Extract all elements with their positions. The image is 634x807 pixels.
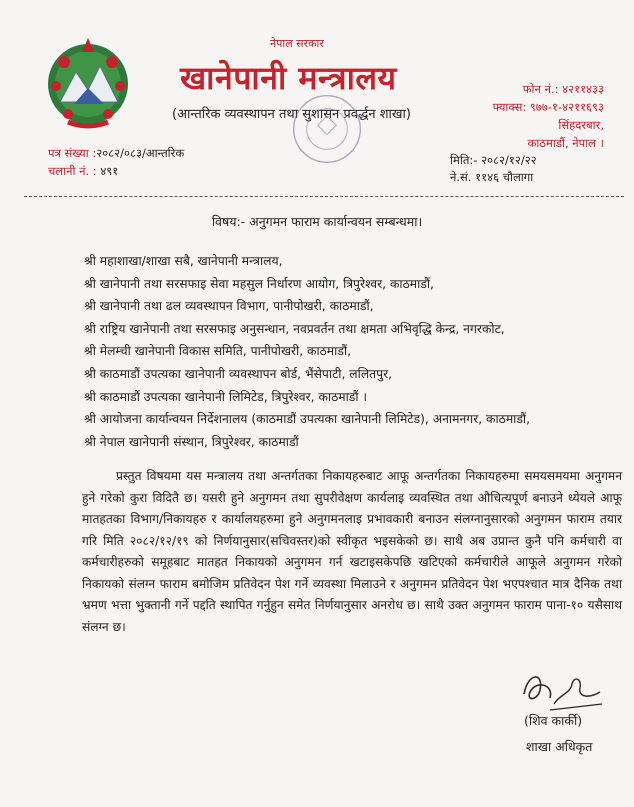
branch-name: (आन्तरिक व्यवस्थापन तथा सुशासन प्रवर्द्धन शाखा) xyxy=(172,107,411,122)
body-paragraph: प्रस्तुत विषयमा यस मन्त्रालय तथा अन्तर्गतका निकायहरुबाट आफू अन्तर्गतका निकायहरुमा समयसमयमा अनुगमन हुने गरेको कुरा विदितै छ। यसरी हुने अनुगमन तथा सुपरीवेक्षण कार्यलाइ व्यवस्थित तथा औचित्यपूर्ण बनाउने ध्येयले आफू मातहतका विभाग/निकायहरु र कार्यालयहरुमा हुने अनुगमनलाइ प्रभावकारी बनाउन संलग्नानुसारको अनुगमन फाराम तयार गरि मिति २०८२/१२/१९ को निर्णयानुसार(सचिवस्तर)को स्वीकृत भइसकेको छ। साथै अब उप्रान्त कुनै पनि कर्मचारी वा कर्मचारीहरुको समूहबाट मातहत निकायको अनुगमन गर्न खटाइसकेपछि खटिएको कर्मचारीले आफूले अनुगमन गरेको निकायको संलग्न फाराम बमोजिम प्रतिवेदन पेश गर्ने व्यवस्था मिलाउने र अनुगमन प्रतिवेदन पेश भएपश्चात मात्र दैनिक तथा भ्रमण भत्ता भुक्तानी गर्ने पद्दति स्थापित गर्नुहुन समेत निर्णयानुसार अनरोध छ। साथै उक्त अनुगमन फाराम पाना-१० यसैसाथ संलग्न छ। xyxy=(82,469,622,634)
letter-number-label: पत्र संख्या : xyxy=(48,146,97,160)
address-line: सिंहदरबार, xyxy=(558,118,604,132)
reference-block xyxy=(48,144,184,180)
recipient-item: श्री काठमाडौं उपत्यका खानेपानी व्यवस्थापन बोर्ड, भैंसेपाटी, ललितपुर, xyxy=(84,366,393,381)
city-line: काठमाडौं, नेपाल । xyxy=(527,136,604,150)
official-stamp xyxy=(290,92,364,166)
recipient-item: श्री खानेपानी तथा सरसफाइ सेवा महसुल निर्धारण आयोग, त्रिपुरेश्वर, काठमाडौं, xyxy=(84,276,434,291)
fax-number: फ्याक्स: ९७७-१-४२११६९३ xyxy=(492,100,604,114)
letter-date: मिति:- २०८२/१२/२२ xyxy=(450,153,537,167)
recipient-item: श्री नेपाल खानेपानी संस्थान, त्रिपुरेश्वर, काठमाडौं xyxy=(84,434,299,449)
recipient-item: श्री मेलम्ची खानेपानी विकास समिति, पानीपोखरी, काठमाडौं, xyxy=(84,344,352,359)
dispatch-number-label: चलानी नं. : xyxy=(48,164,97,178)
nepal-emblem-icon xyxy=(38,32,138,132)
recipient-item: श्री महाशाखा/शाखा सबै, खानेपानी मन्त्रालय, xyxy=(84,254,283,268)
signatory-title: शाखा अधिकृत xyxy=(526,739,593,754)
government-name: नेपाल सरकार xyxy=(270,37,324,50)
recipient-list xyxy=(84,250,530,453)
recipient-item: श्री राष्ट्रिय खानेपानी तथा सरसफाइ अनुसन्धान, नवप्रवर्तन तथा क्षमता अभिवृद्धि केन्द्र, नगरकोट, xyxy=(84,321,505,336)
nepal-sambat-date: ने.सं. ११४६ चौलागा xyxy=(450,170,534,184)
signatory-name: (शिव कार्की) xyxy=(524,713,583,728)
header-divider xyxy=(24,196,624,197)
dispatch-number-value: ४९१ xyxy=(100,164,119,178)
letter-number-value: २०८२/०८३/आन्तरिक xyxy=(96,146,185,160)
subject-line: विषय:- अनुगमन फाराम कार्यान्वयन सम्बन्धमा। xyxy=(211,214,423,229)
recipient-item: श्री काठमाडौं उपत्यका खानेपानी लिमिटेड, त्रिपुरेश्वर, काठमाडौं । xyxy=(84,389,368,404)
ministry-name: खानेपानी मन्त्रालय xyxy=(180,59,397,97)
recipient-item: श्री खानेपानी तथा ढल व्यवस्थापन विभाग, पानीपोखरी, काठमाडौं, xyxy=(84,299,374,314)
phone-number: फोन नं.: ४२११४३३ xyxy=(522,82,604,96)
date-block xyxy=(450,152,537,186)
contact-block xyxy=(493,80,604,152)
recipient-item: श्री आयोजना कार्यान्वयन निर्देशनालय (काठमाडौं उपत्यका खानेपानी लिमिटेड), अनामनगर, काठमाडौं, xyxy=(84,412,531,427)
